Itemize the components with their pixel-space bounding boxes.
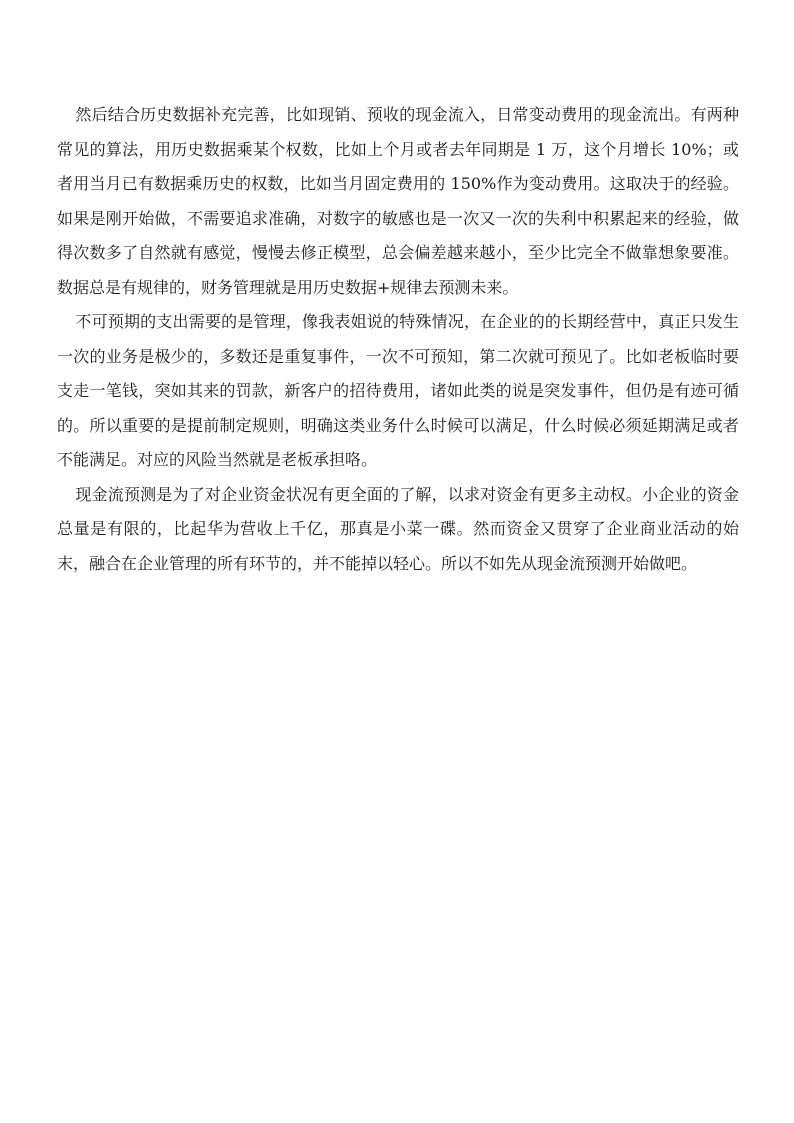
paragraph-historical-data: 然后结合历史数据补充完善，比如现销、预收的现金流入，日常变动费用的现金流出。有两种常见的算法，用历史数据乘某个权数，比如上个月或者去年同期是 1 万，这个月增长 10%；或者用当月已有数据乘历史的权数，比如当月固定费用的 150%作为变动费用。这取决于的经验。如果是刚开始做，不需要追求准确，对数字的敏感也是一次又一次的失利中积累起来的经验，做得次数多了自然就有感觉，慢慢去修正模型，总会偏差越来越小，至少比完全不做靠想象要准。数据总是有规律的，财务管理就是用历史数据+规律去预测未来。 bbox=[57, 105, 739, 297]
paragraph-cashflow-forecast: 现金流预测是为了对企业资金状况有更全面的了解，以求对资金有更多主动权。小企业的资金总量是有限的，比起华为营收上千亿，那真是小菜一碟。然而资金又贯穿了企业商业活动的始末，融合在企业管理的所有环节的，并不能掉以轻心。所以不如先从现金流预测开始做吧。 bbox=[57, 484, 739, 573]
paragraph-unexpected-expenses: 不可预期的支出需要的是管理，像我表姐说的特殊情况，在企业的的长期经营中，真正只发生一次的业务是极少的，多数还是重复事件，一次不可预知，第二次就可预见了。比如老板临时要支走一笔钱，突如其来的罚款，新客户的招待费用，诸如此类的说是突发事件，但仍是有迹可循的。所以重要的是提前制定规则，明确这类业务什么时候可以满足，什么时候必须延期满足或者不能满足。对应的风险当然就是老板承担咯。 bbox=[57, 312, 739, 469]
document-body bbox=[57, 98, 739, 581]
